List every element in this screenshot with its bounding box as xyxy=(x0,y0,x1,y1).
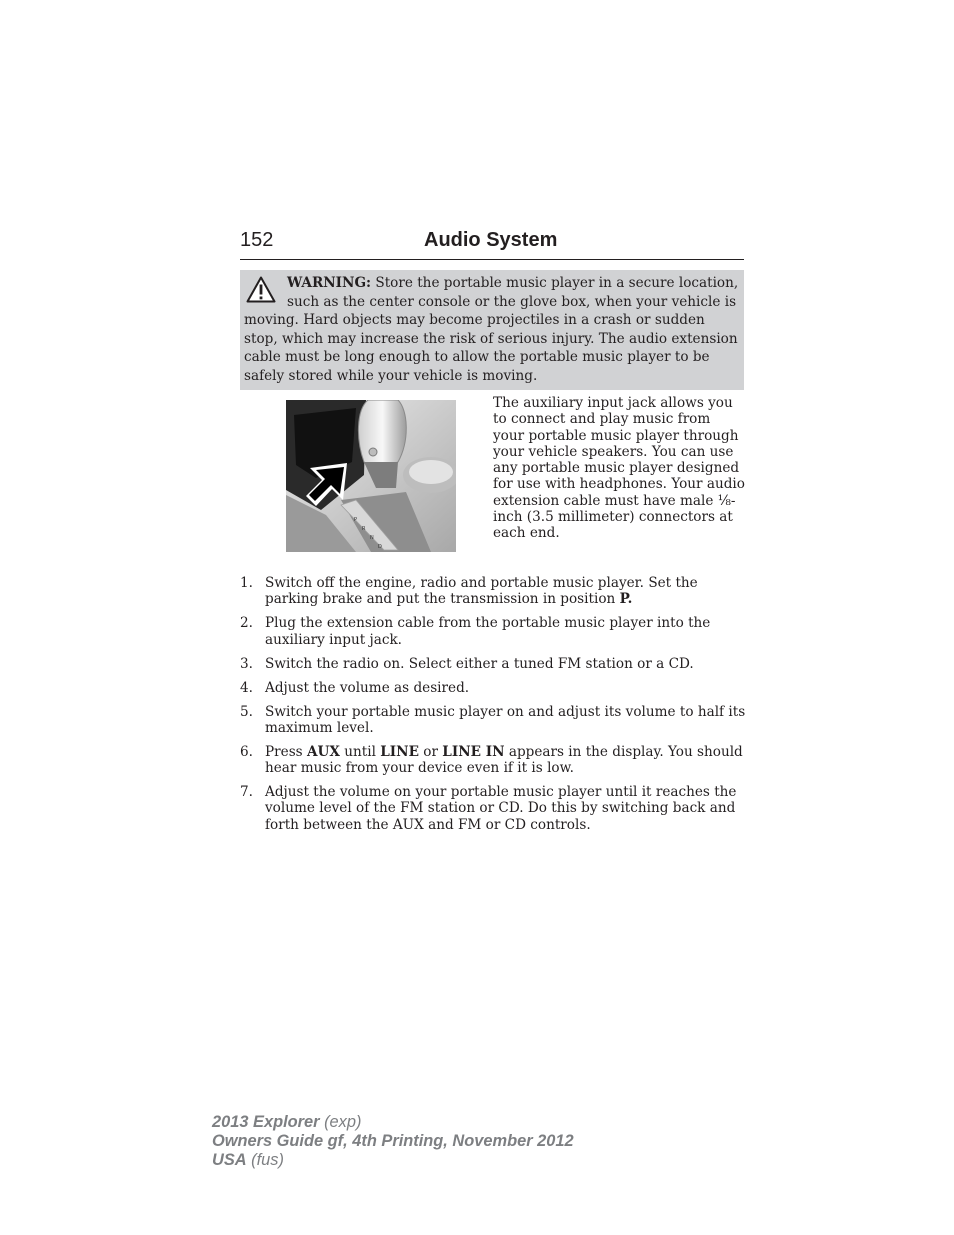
console-illustration xyxy=(286,400,456,552)
step-item xyxy=(240,615,746,648)
step-text: Press xyxy=(265,743,307,760)
auxiliary-input-jack-illustration xyxy=(286,400,456,552)
step-bold-text: AUX xyxy=(306,743,340,760)
step-text: or xyxy=(418,743,443,760)
step-item xyxy=(240,680,746,696)
gear-letter: R xyxy=(362,526,366,532)
aux-input-description: The auxiliary input jack allows you to connect and play music from your portable music player through your vehicle speakers. You can use any portable music player designed for use with headphones. Your audio extension cable must have male ⅛-inch (3.5 millimeter) connectors at each end. xyxy=(493,395,745,542)
step-text: Adjust the volume on your portable music player until it reaches the volume level of the FM station or CD. Do this by switching back and forth between the AUX and FM or CD controls. xyxy=(265,784,737,833)
step-bold-text: P. xyxy=(619,591,633,608)
footer-line-1: 2013 Explorer (exp) xyxy=(212,1113,362,1131)
page-footer xyxy=(212,1113,574,1170)
step-text: Switch the radio on. Select either a tuned FM station or a CD. xyxy=(265,655,694,672)
warning-box xyxy=(240,270,744,390)
step-text: Switch off the engine, radio and portable music player. Set the parking brake and put the transmission in position xyxy=(265,575,698,608)
step-text: appears in the display. You should hear music from your device even if it is low. xyxy=(265,743,743,777)
step-number: 7. xyxy=(240,784,253,801)
step-number: 1. xyxy=(240,575,253,591)
step-bold-text: LINE xyxy=(380,743,419,760)
gear-letter: P xyxy=(354,517,358,523)
step-item xyxy=(240,744,746,777)
footer-line-2: Owners Guide gf, 4th Printing, November 2012 xyxy=(212,1132,574,1150)
footer-line-3: USA (fus) xyxy=(212,1151,284,1169)
gear-letter: N xyxy=(370,535,374,541)
section-title: Audio System xyxy=(424,229,558,251)
warning-label: WARNING: xyxy=(287,275,372,291)
step-item xyxy=(240,656,746,672)
step-item xyxy=(240,575,746,608)
step-text: Switch your portable music player on and adjust its volume to half its maximum level. xyxy=(265,703,746,736)
step-bold-text: LINE IN xyxy=(442,743,505,760)
step-item xyxy=(240,784,746,833)
page-header xyxy=(240,229,744,260)
steps-list xyxy=(240,575,746,841)
step-text: Adjust the volume as desired. xyxy=(265,679,470,696)
step-number: 2. xyxy=(240,615,253,632)
warning-text xyxy=(244,274,740,386)
step-number: 6. xyxy=(240,743,253,760)
gear-letter: D xyxy=(378,544,382,550)
page-number: 152 xyxy=(240,229,274,251)
step-number: 3. xyxy=(240,655,253,672)
step-number: 4. xyxy=(240,679,253,696)
step-number: 5. xyxy=(240,703,253,720)
step-item xyxy=(240,704,746,737)
warning-body: Store the portable music player in a secure location, such as the center console or the glove box, when your vehicle is moving. Hard objects may become projectiles in a crash or sudden stop, which may increase the risk of serious injury. The audio extension cable must be long enough to allow the portable music player to be safely stored while your vehicle is moving. xyxy=(244,275,739,384)
step-text: until xyxy=(339,743,381,760)
step-text: Plug the extension cable from the portable music player into the auxiliary input jack. xyxy=(265,615,711,648)
